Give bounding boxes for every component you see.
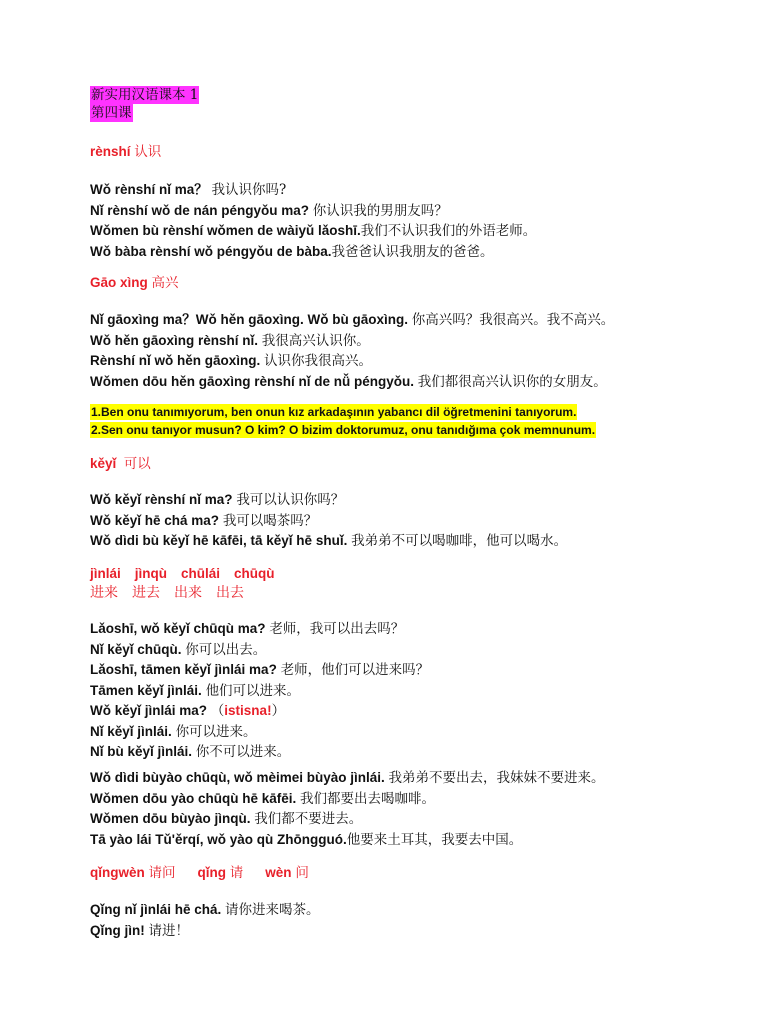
example-line: Wǒ dìdi bù kěyǐ hē kāfēi, tā kěyǐ hē shuǐ. 我弟弟不可以喝咖啡，他可以喝水。	[90, 533, 568, 549]
exception-note: istisna!	[224, 703, 272, 718]
section-heading: rènshí 认识	[90, 144, 162, 160]
section-qingwen	[90, 863, 730, 883]
exercise-block	[90, 403, 730, 439]
section-renshi	[90, 142, 730, 162]
section-gaoxing	[90, 273, 730, 293]
example-line: Qǐng nǐ jìnlái hē chá. 请你进来喝茶。	[90, 902, 320, 918]
book-title: 新实用汉语课本 1	[91, 87, 199, 103]
example-line: Wǒ rènshí nǐ ma？ 我认识你吗?	[90, 182, 287, 198]
example-line: Wǒ kěyǐ hē chá ma? 我可以喝茶吗？	[90, 512, 318, 529]
example-line: Wǒ kěyǐ rènshí nǐ ma? 我可以认识你吗？	[90, 492, 345, 508]
example-line: Nǐ bù kěyǐ jìnlái. 你不可以进来。	[90, 744, 291, 760]
example-line: Nǐ gāoxìng ma？Wǒ hěn gāoxìng. Wǒ bù gāoxìng. 你高兴吗？我很高兴。我不高兴。	[90, 312, 615, 328]
example-line: Wǒmen dōu yào chūqù hē kāfēi. 我们都要出去喝咖啡。	[90, 790, 436, 807]
exercise-line-2: 2.Sen onu tanıyor musun? O kim? O bizim doktorumuz, onu tanıdığıma çok memnunum.	[91, 423, 596, 437]
lesson-title: 第四课	[91, 105, 132, 121]
section-qingwen-lines	[90, 900, 730, 941]
section-keyi-lines	[90, 490, 730, 552]
example-line: Wǒmen dōu bùyào jìnqù. 我们都不要进去。	[90, 811, 363, 827]
example-line: Wǒ bàba rènshí wǒ péngyǒu de bàba.我爸爸认识我朋友的爸爸。	[90, 243, 494, 260]
section-renshi-lines	[90, 180, 730, 262]
section-gaoxing-lines	[90, 310, 730, 392]
section-yao-lines	[90, 768, 730, 850]
title-block	[90, 86, 730, 122]
example-line: Tā yào lái Tǔ'ěrqí, wǒ yào qù Zhōngguó.他要来土耳其，我要去中国。	[90, 831, 523, 848]
example-line: Rènshí nǐ wǒ hěn gāoxìng. 认识你我很高兴。	[90, 353, 373, 369]
example-line: Lǎoshī, wǒ kěyǐ chūqù ma? 老师，我可以出去吗？	[90, 621, 405, 637]
example-line: Nǐ rènshí wǒ de nán péngyǒu ma? 你认识我的男朋友吗？	[90, 202, 448, 219]
example-line: Qǐng jìn! 请进！	[90, 922, 190, 939]
section-heading-pinyin: jìnlái jìnqù chūlái chūqù	[90, 566, 275, 581]
section-directions	[90, 564, 730, 603]
exercise-line-1: 1.Ben onu tanımıyorum, ben onun kız arkadaşının yabancı dil öğretmenini tanıyorum.	[91, 405, 577, 419]
section-heading: Gāo xìng 高兴	[90, 275, 179, 291]
example-line: Nǐ kěyǐ chūqù. 你可以出去。	[90, 641, 267, 658]
example-line: Tāmen kěyǐ jìnlái. 他们可以进来。	[90, 682, 301, 699]
example-line: Wǒmen dōu hěn gāoxìng rènshí nǐ de nǚ péngyǒu. 我们都很高兴认识你的女朋友。	[90, 373, 607, 390]
section-keyi	[90, 454, 730, 474]
example-line: Wǒ kěyǐ jìnlái ma? （istisna!）	[90, 703, 286, 719]
example-line: Nǐ kěyǐ jìnlái. 你可以进来。	[90, 723, 257, 740]
example-line: Lǎoshī, tāmen kěyǐ jìnlái ma? 老师，他们可以进来吗？	[90, 662, 430, 678]
section-heading: kěyǐ 可以	[90, 456, 151, 472]
example-line: Wǒmen bù rènshí wǒmen de wàiyǔ lǎoshī.我们不认识我们的外语老师。	[90, 223, 537, 239]
example-line: Wǒ hěn gāoxìng rènshí nǐ. 我很高兴认识你。	[90, 332, 370, 349]
section-directions-lines	[90, 619, 730, 763]
example-line: Wǒ dìdi bùyào chūqù, wǒ mèimei bùyào jìnlái. 我弟弟不要出去，我妹妹不要进来。	[90, 770, 605, 786]
section-heading: qǐngwèn 请问 qǐng 请 wèn 问	[90, 865, 309, 881]
section-heading-hanzi: 进来 进去 出来 出去	[90, 585, 244, 601]
